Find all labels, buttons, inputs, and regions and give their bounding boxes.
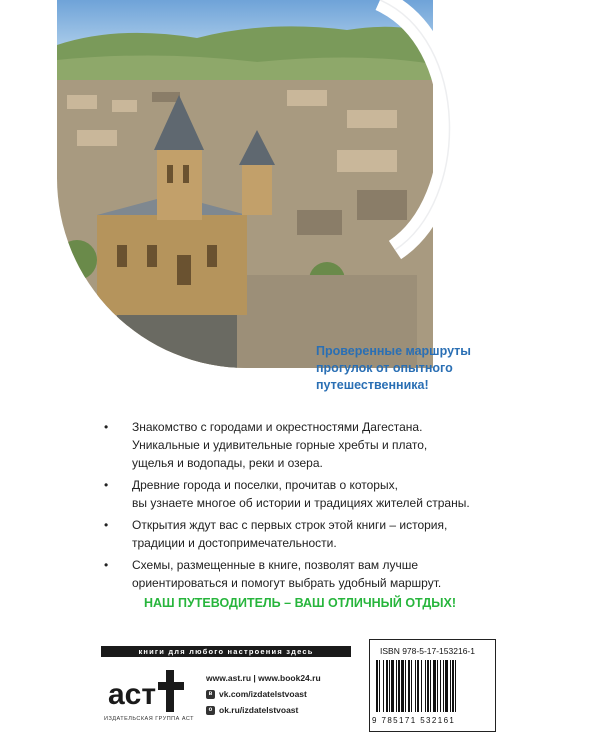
social-link-ok[interactable] xyxy=(206,702,321,718)
list-item-line: ориентироваться и помогут выбрать удобный маршрут. xyxy=(132,576,442,590)
feature-list xyxy=(104,418,524,596)
isbn-label: ISBN 978-5-17-153216-1 xyxy=(380,646,475,656)
city-church-illustration xyxy=(57,0,433,368)
list-item xyxy=(104,556,524,592)
publisher-name: ИЗДАТЕЛЬСКАЯ ГРУППА АСТ xyxy=(104,716,195,722)
contact-links xyxy=(206,670,321,718)
list-item-line: Древние города и поселки, прочитав о которых, xyxy=(132,478,398,492)
tagline xyxy=(316,343,486,394)
list-item xyxy=(104,516,524,552)
tagline-line: путешественника! xyxy=(316,378,429,392)
ok-icon: о xyxy=(206,706,215,715)
list-item-line: ущелья и водопады, реки и озера. xyxy=(132,456,323,470)
list-item-line: вы узнаете многое об истории и традициях жителей страны. xyxy=(132,496,470,510)
bullet-icon: • xyxy=(104,518,109,532)
list-item-line: традиции и достопримечательности. xyxy=(132,536,337,550)
ast-logo-icon xyxy=(104,662,190,724)
barcode-digits: 9 785171 532161 xyxy=(372,716,456,725)
cover-photo xyxy=(57,0,433,368)
list-item xyxy=(104,418,524,472)
barcode-icon xyxy=(372,660,490,714)
tagline-line: Проверенные маршруты xyxy=(316,344,471,358)
list-item xyxy=(104,476,524,512)
list-item-line: Схемы, размещенные в книге, позволят вам лучше xyxy=(132,558,419,572)
bullet-icon: • xyxy=(104,558,109,572)
logo-text: аст xyxy=(108,678,157,711)
social-link-vk[interactable] xyxy=(206,686,321,702)
list-item-line: Знакомство с городами и окрестностями Дагестана. xyxy=(132,420,423,434)
list-item-line: Уникальные и удивительные горные хребты и плато, xyxy=(132,438,428,452)
social-link-text: ok.ru/izdatelstvoast xyxy=(219,705,299,715)
tagline-line: прогулок от опытного xyxy=(316,361,453,375)
website-links[interactable]: www.ast.ru | www.book24.ru xyxy=(206,673,321,683)
promo-strip: книги для любого настроения здесь xyxy=(101,646,351,657)
bullet-icon: • xyxy=(104,420,109,434)
vk-icon: в xyxy=(206,690,215,699)
list-item-line: Открытия ждут вас с первых строк этой книги – история, xyxy=(132,518,448,532)
bullet-icon: • xyxy=(104,478,109,492)
social-link-text: vk.com/izdatelstvoast xyxy=(219,689,307,699)
slogan: НАШ ПУТЕВОДИТЕЛЬ – ВАШ ОТЛИЧНЫЙ ОТДЫХ! xyxy=(143,596,457,610)
